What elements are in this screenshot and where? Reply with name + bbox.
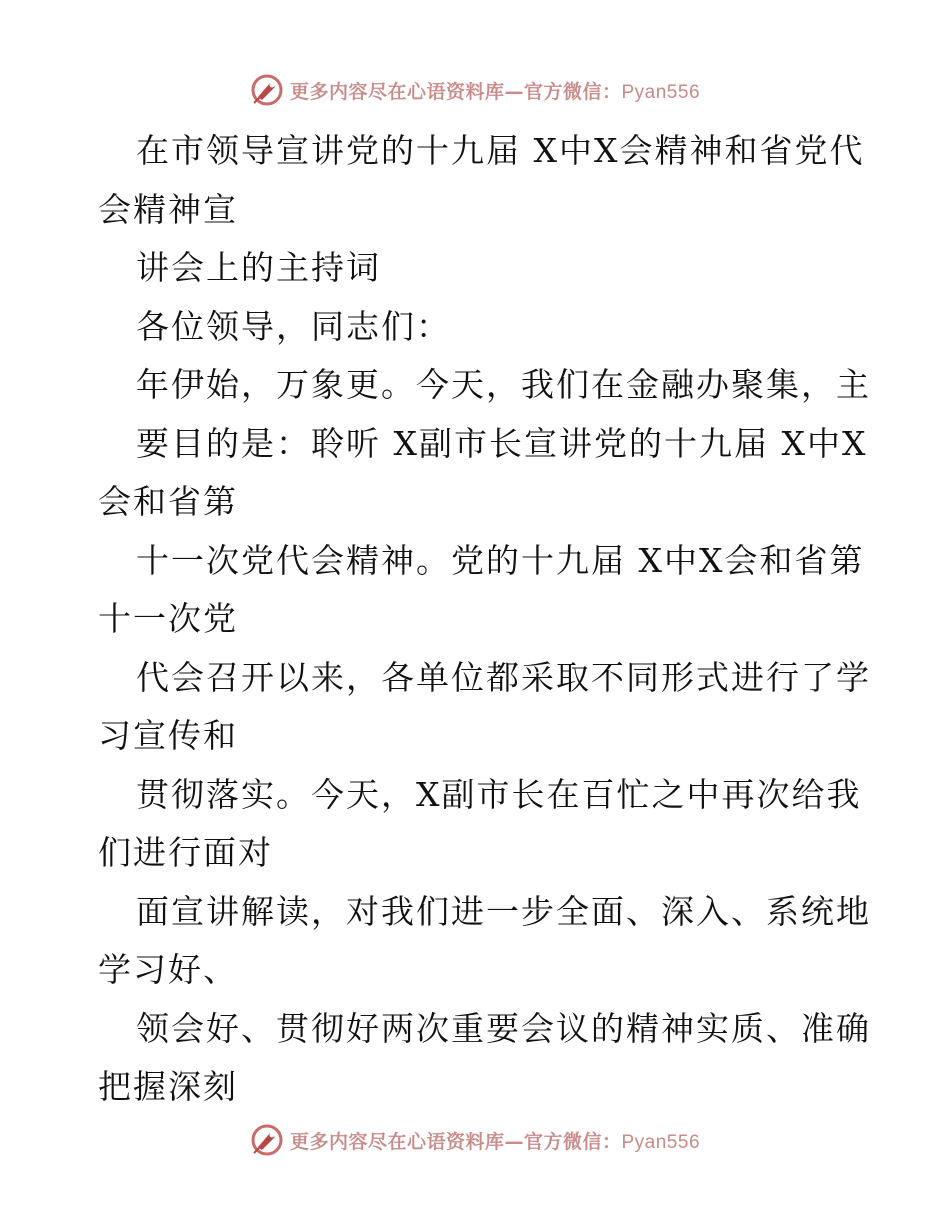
text-line: 要目的是：聆听 X副市长宣讲党的十九届 X中X xyxy=(136,423,868,463)
text-line: 把握深刻 xyxy=(98,1067,238,1106)
watermark-text: 更多内容尽在心语资料库—官方微信：Pyan556 xyxy=(289,80,701,103)
text-line: 年伊始，万象更。今天，我们在金融办聚集，主 xyxy=(136,365,871,404)
text-line: 面宣讲解读，对我们进一步全面、深入、系统地 xyxy=(136,891,871,931)
footer-watermark xyxy=(0,1122,950,1158)
text-line: 十一次党代会精神。党的十九届 X中X会和省第 xyxy=(136,540,865,580)
text-line: 在市领导宣讲党的十九届 X中X会精神和省党代 xyxy=(136,131,865,170)
text-line: 们进行面对 xyxy=(98,833,273,872)
header-watermark xyxy=(0,72,950,108)
text-line: 习宣传和 xyxy=(98,716,238,755)
text-line: 代会召开以来，各单位都采取不同形式进行了学 xyxy=(136,657,871,697)
watermark-text: 更多内容尽在心语资料库—官方微信：Pyan556 xyxy=(289,1130,701,1153)
pen-nib-circle-icon xyxy=(250,73,284,107)
text-line: 十一次党 xyxy=(98,599,238,638)
text-line: 各位领导，同志们： xyxy=(136,306,451,346)
document-body xyxy=(98,122,871,1117)
pen-nib-circle-icon xyxy=(250,1123,284,1157)
text-line: 学习好、 xyxy=(98,950,238,989)
text-line: 会精神宣 xyxy=(98,189,238,229)
text-line: 会和省第 xyxy=(98,482,238,521)
text-line: 领会好、贯彻好两次重要会议的精神实质、准确 xyxy=(136,1008,871,1048)
text-line: 贯彻落实。今天，X副市长在百忙之中再次给我 xyxy=(136,774,862,814)
text-line: 讲会上的主持词 xyxy=(136,248,381,287)
